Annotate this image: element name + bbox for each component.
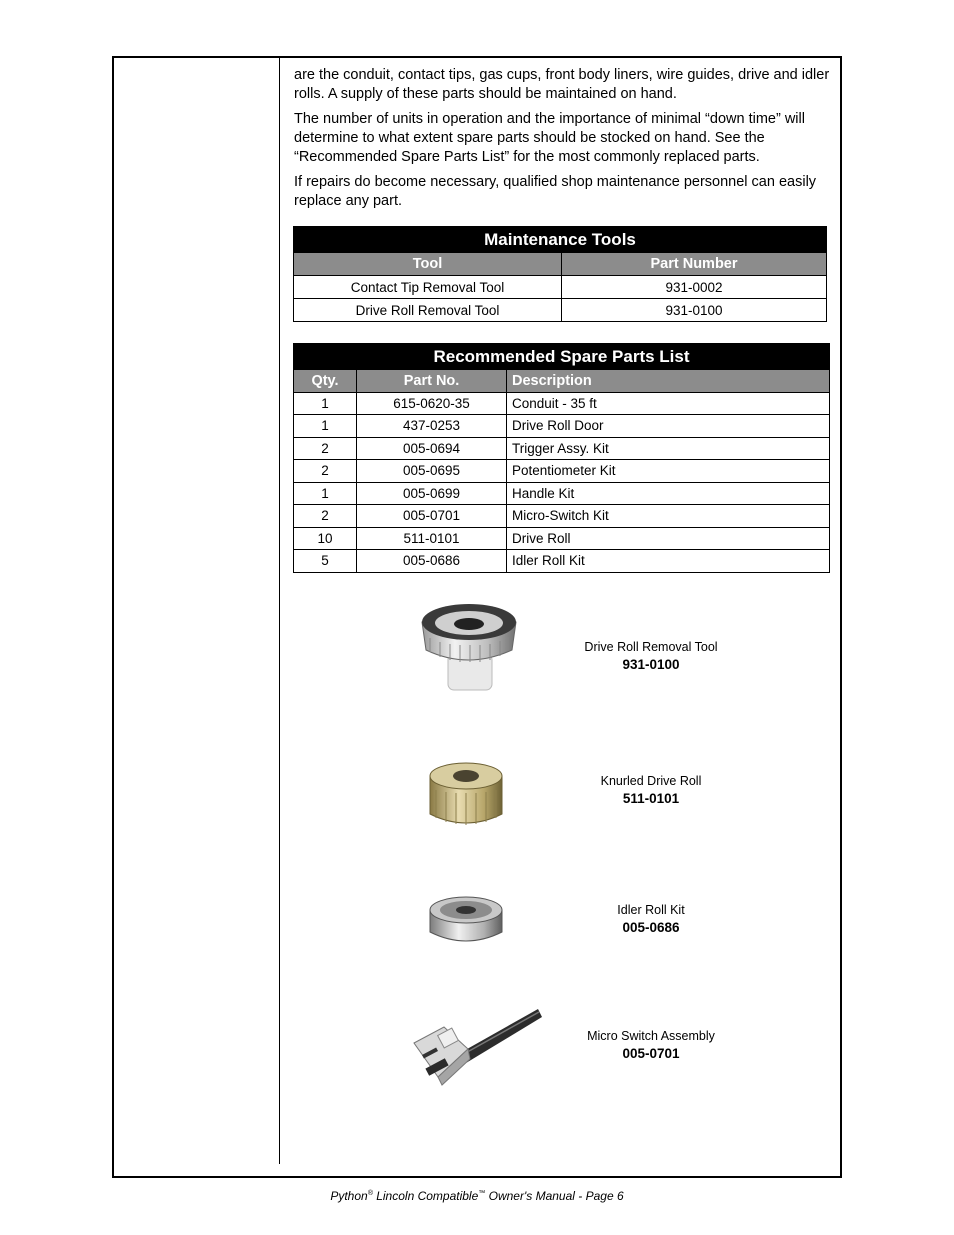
micro-switch-icon (408, 1003, 546, 1087)
tool-name: Contact Tip Removal Tool (294, 276, 562, 299)
description: Conduit - 35 ft (507, 392, 830, 415)
part-no: 005-0686 (357, 550, 507, 573)
product-caption (551, 1028, 751, 1062)
page-footer (0, 1189, 954, 1203)
table-row (294, 460, 830, 483)
idler-roll-icon (424, 888, 508, 954)
trademark-mark: ™ (478, 1190, 486, 1197)
table-row (294, 415, 830, 438)
qty: 1 (294, 482, 357, 505)
qty: 2 (294, 437, 357, 460)
column-header-qty: Qty. (294, 370, 357, 393)
product-part-number: 005-0686 (622, 920, 680, 935)
registered-mark: ® (367, 1190, 373, 1197)
part-no: 615-0620-35 (357, 392, 507, 415)
description: Idler Roll Kit (507, 550, 830, 573)
qty: 2 (294, 505, 357, 528)
table-row (294, 505, 830, 528)
product-part-number: 005-0701 (622, 1046, 680, 1061)
tool-name: Drive Roll Removal Tool (294, 299, 562, 322)
description: Drive Roll (507, 527, 830, 550)
column-header-part-number: Part Number (562, 253, 827, 276)
part-no: 005-0694 (357, 437, 507, 460)
product-name: Idler Roll Kit (617, 903, 685, 917)
intro-paragraph-2: The number of units in operation and the importance of minimal “down time” will determine to what extent spare parts should be stocked on hand. See the “Recommended Spare Parts List” for the most commonly replaced parts. (294, 111, 805, 165)
description: Handle Kit (507, 482, 830, 505)
description: Micro-Switch Kit (507, 505, 830, 528)
part-no: 005-0699 (357, 482, 507, 505)
maintenance-tools-table (293, 226, 827, 322)
product-caption (551, 639, 751, 673)
product-caption (551, 902, 751, 936)
maintenance-tools-title: Maintenance Tools (294, 227, 827, 253)
description: Drive Roll Door (507, 415, 830, 438)
product-caption (551, 773, 751, 807)
description: Potentiometer Kit (507, 460, 830, 483)
qty: 2 (294, 460, 357, 483)
product-name: Knurled Drive Roll (600, 774, 702, 788)
tool-part-number: 931-0002 (562, 276, 827, 299)
table-header-row (294, 253, 827, 276)
column-header-part-no: Part No. (357, 370, 507, 393)
table-header-row (294, 370, 830, 393)
product-name: Micro Switch Assembly (587, 1029, 715, 1043)
spare-parts-title: Recommended Spare Parts List (294, 344, 830, 370)
column-divider (279, 58, 280, 1164)
column-header-description: Description (507, 370, 830, 393)
spare-parts-table (293, 343, 830, 573)
footer-brand: Python (330, 1189, 368, 1203)
part-no: 005-0701 (357, 505, 507, 528)
table-row (294, 276, 827, 299)
qty: 10 (294, 527, 357, 550)
part-no: 005-0695 (357, 460, 507, 483)
footer-compat: Lincoln Compatible (372, 1189, 479, 1203)
table-row (294, 527, 830, 550)
product-part-number: 511-0101 (622, 791, 680, 806)
part-no: 437-0253 (357, 415, 507, 438)
product-part-number: 931-0100 (622, 657, 680, 672)
part-no: 511-0101 (357, 527, 507, 550)
intro-paragraph-1: are the conduit, contact tips, gas cups, front body liners, wire guides, drive and idler rolls. A supply of these parts should be maintained on hand. (294, 67, 830, 102)
table-row (294, 392, 830, 415)
intro-text (294, 66, 830, 217)
footer-page-label: Owner's Manual - Page 6 (485, 1189, 624, 1203)
product-name: Drive Roll Removal Tool (584, 640, 718, 654)
table-row (294, 437, 830, 460)
table-row (294, 299, 827, 322)
qty: 1 (294, 392, 357, 415)
knurled-drive-roll-icon (424, 756, 508, 832)
column-header-tool: Tool (294, 253, 562, 276)
qty: 5 (294, 550, 357, 573)
description: Trigger Assy. Kit (507, 437, 830, 460)
intro-paragraph-3: If repairs do become necessary, qualified shop maintenance personnel can easily replace any part. (294, 174, 817, 209)
drive-roll-removal-tool-icon (408, 592, 528, 700)
table-row (294, 550, 830, 573)
tool-part-number: 931-0100 (562, 299, 827, 322)
qty: 1 (294, 415, 357, 438)
table-row (294, 482, 830, 505)
